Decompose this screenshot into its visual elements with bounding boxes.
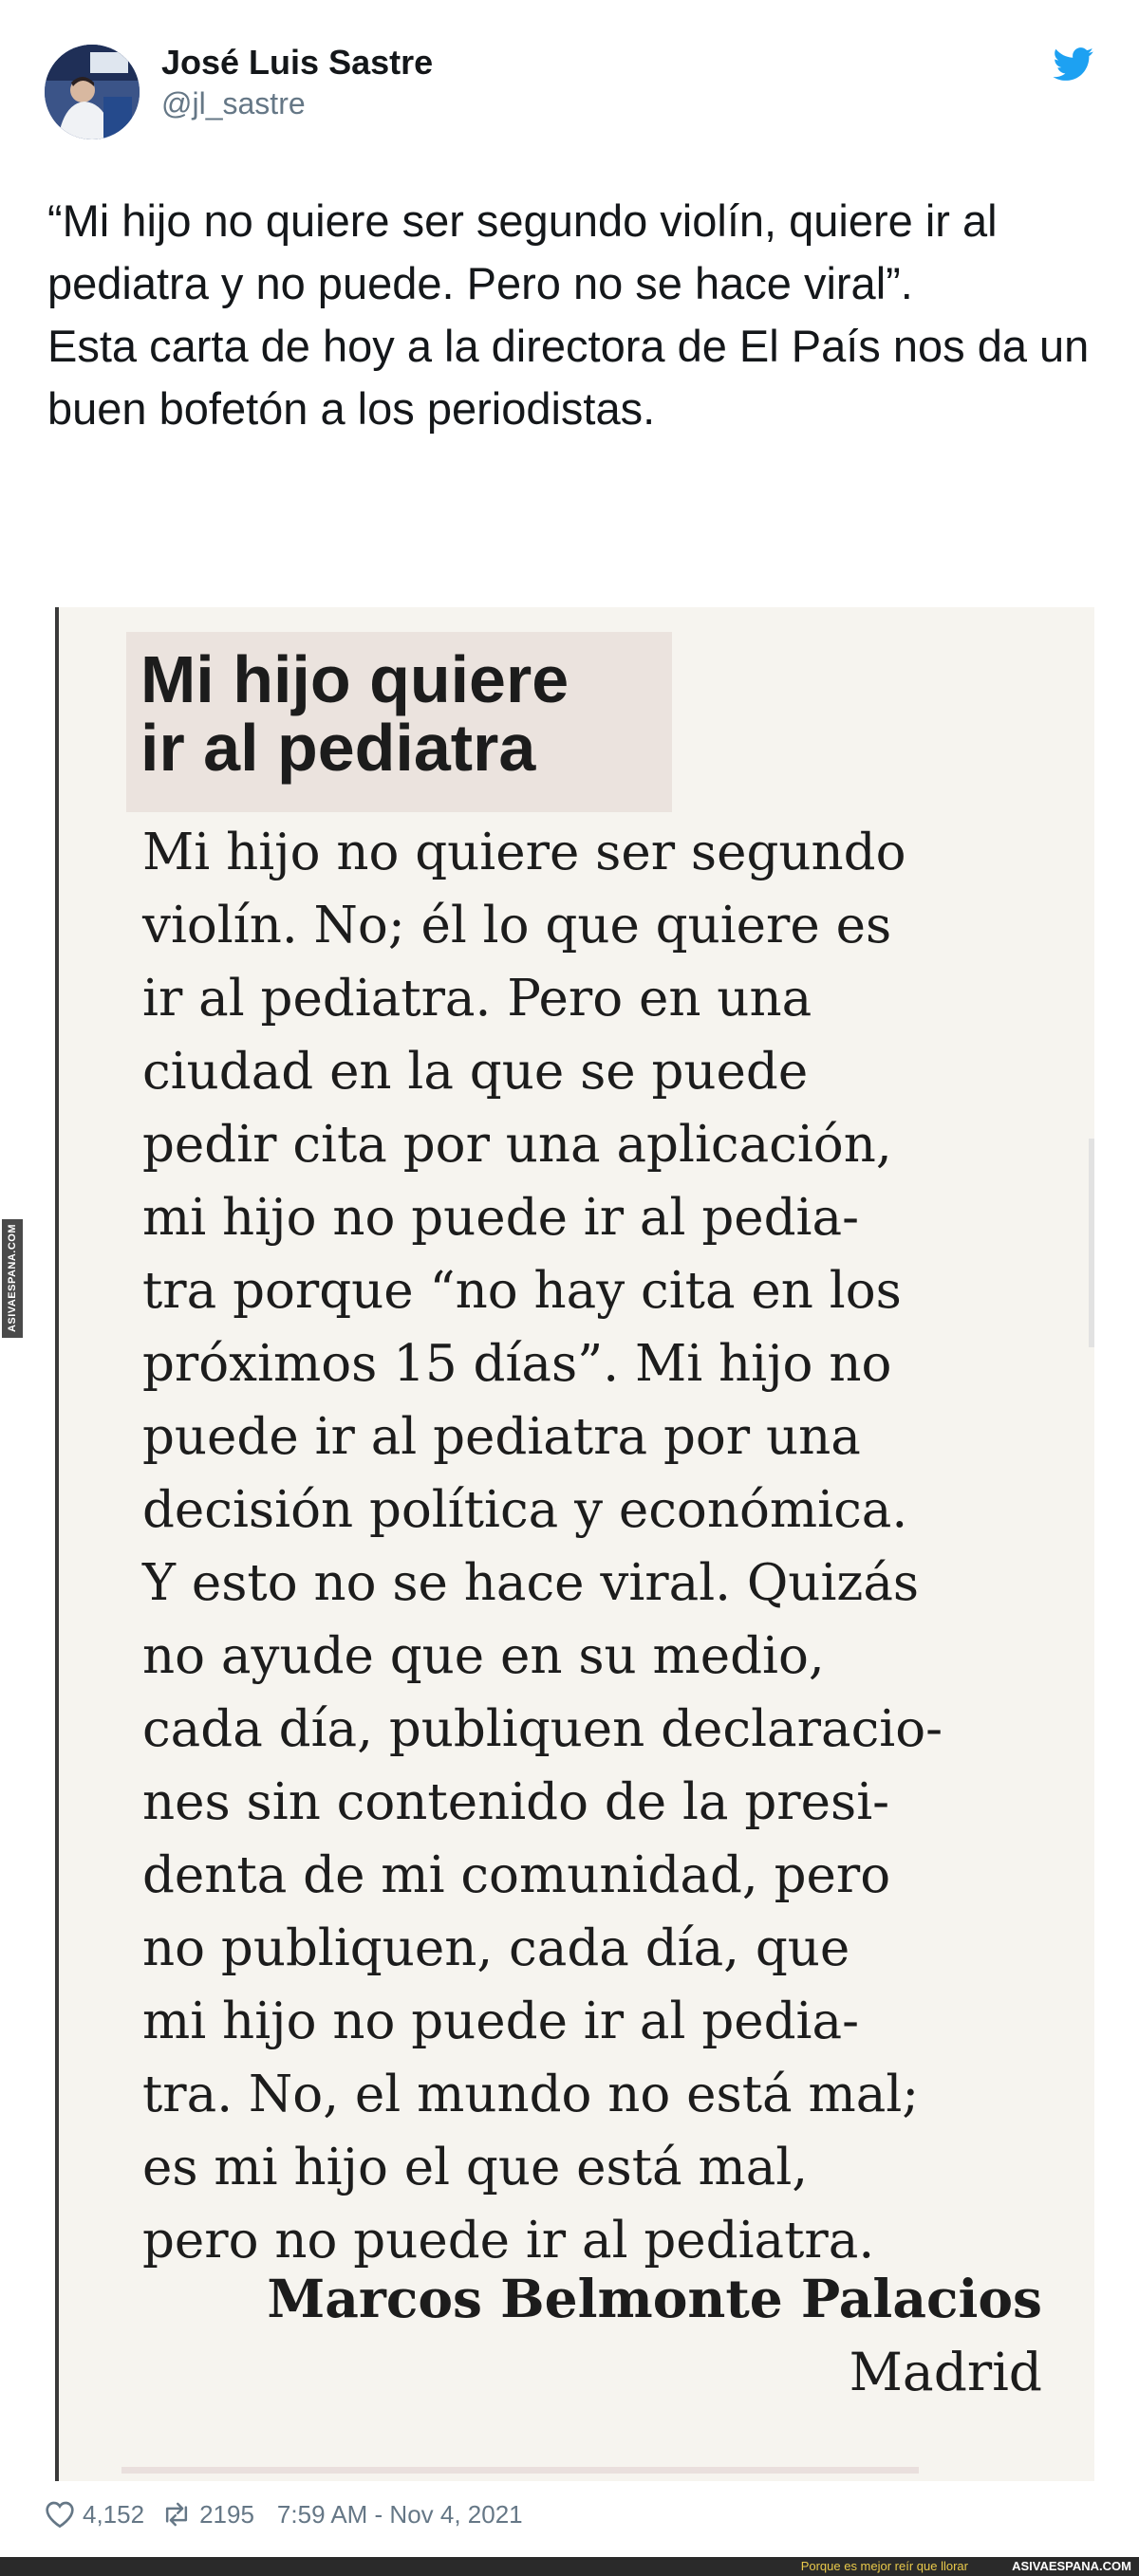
headline-line: ir al pediatra xyxy=(140,711,536,785)
side-watermark-text: ASIVAESPANA.COM xyxy=(7,1223,18,1333)
body-line: tra. No, el mundo no está mal; xyxy=(142,2066,920,2123)
tweet-paragraph: “Mi hijo no quiere ser segundo violín, quiere ir al pediatra y no puede. Pero no se hace viral”. xyxy=(47,195,998,308)
body-line: no ayude que en su medio, xyxy=(142,1627,825,1685)
side-watermark xyxy=(2,1219,23,1338)
clipping-signature: Marcos Belmonte Palacios xyxy=(267,2268,1042,2329)
body-line: nes sin contenido de la presi- xyxy=(142,1773,890,1831)
clipping-bottom-edge xyxy=(121,2467,919,2474)
tweet-text xyxy=(47,190,1101,440)
tweet-timestamp[interactable]: 7:59 AM - Nov 4, 2021 xyxy=(276,2499,523,2529)
site-footer-bar xyxy=(0,2557,1139,2576)
body-line: no publiquen, cada día, que xyxy=(142,1919,850,1977)
like-count[interactable]: 4,152 xyxy=(83,2499,145,2529)
tweet-stats xyxy=(45,2495,523,2533)
clipping-left-edge xyxy=(55,607,59,2481)
body-line: denta de mi comunidad, pero xyxy=(142,1846,891,1904)
retweet-icon[interactable] xyxy=(161,2500,192,2529)
body-line: es mi hijo el que está mal, xyxy=(142,2139,809,2196)
body-line: mi hijo no puede ir al pedia- xyxy=(142,1189,859,1247)
body-line: mi hijo no puede ir al pedia- xyxy=(142,1992,859,2050)
author-handle[interactable]: @jl_sastre xyxy=(161,86,306,120)
body-line: cada día, publiquen declaracio- xyxy=(142,1700,943,1758)
avatar[interactable] xyxy=(45,45,140,139)
body-line: pero no puede ir al pediatra. xyxy=(142,2212,875,2270)
body-line: Mi hijo no quiere ser segundo xyxy=(142,824,906,881)
headline-line: Mi hijo quiere xyxy=(140,642,570,716)
site-name[interactable]: ASIVAESPANA.COM xyxy=(1012,2559,1131,2573)
body-line: violín. No; él lo que quiere es xyxy=(142,897,892,954)
heart-icon[interactable] xyxy=(45,2500,75,2529)
body-line: pedir cita por una aplicación, xyxy=(142,1116,892,1174)
clipping-city: Madrid xyxy=(849,2342,1042,2402)
body-line: ir al pediatra. Pero en una xyxy=(142,970,812,1028)
body-line: próximos 15 días”. Mi hijo no xyxy=(142,1335,892,1393)
clipping-headline xyxy=(140,642,570,785)
twitter-bird-icon[interactable] xyxy=(1053,47,1094,82)
retweet-count[interactable]: 2195 xyxy=(199,2499,254,2529)
body-line: decisión política y económica. xyxy=(142,1481,908,1539)
avatar-photo xyxy=(45,45,140,139)
site-tagline: Porque es mejor reír que llorar xyxy=(800,2559,968,2573)
newspaper-clipping-image[interactable] xyxy=(55,607,1094,2481)
body-line: puede ir al pediatra por una xyxy=(142,1408,861,1466)
tweet-paragraph: Esta carta de hoy a la directora de El País nos da un buen bofetón a los periodistas. xyxy=(47,321,1090,434)
clipping-body xyxy=(142,816,1092,2277)
body-line: tra porque “no hay cita en los xyxy=(142,1262,902,1320)
body-line: Y esto no se hace viral. Quizás xyxy=(142,1554,920,1612)
author-display-name[interactable]: José Luis Sastre xyxy=(161,43,434,82)
body-line: ciudad en la que se puede xyxy=(142,1043,809,1101)
